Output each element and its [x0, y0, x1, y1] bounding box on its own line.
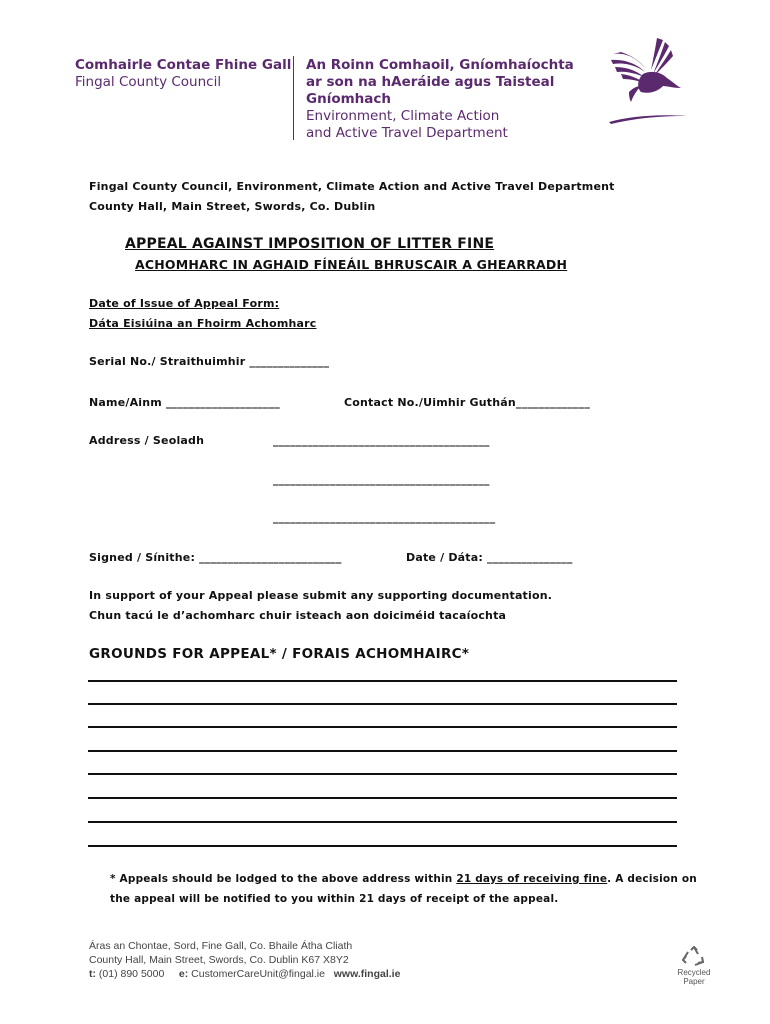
- department-irish-line-3: Gníomhach: [306, 91, 391, 107]
- serial-number-field[interactable]: Serial No./ Straithuimhir ______________: [89, 355, 330, 368]
- council-name-irish: Comhairle Contae Fhine Gall: [75, 57, 292, 73]
- grounds-line[interactable]: [88, 726, 677, 728]
- email-label: e:: [178, 968, 189, 980]
- grounds-line[interactable]: [88, 750, 677, 752]
- grounds-line[interactable]: [88, 680, 677, 682]
- date-of-issue-label: Date of Issue of Appeal Form:: [89, 297, 280, 310]
- recycle-icon: [682, 946, 706, 968]
- department-irish-line-1: An Roinn Comhaoil, Gníomhaíochta: [306, 57, 574, 73]
- address-label: Address / Seoladh: [89, 434, 205, 447]
- note-text-1: * Appeals should be lodged to the above address within: [110, 873, 457, 885]
- grounds-line[interactable]: [88, 773, 677, 775]
- support-note-english: In support of your Appeal please submit any supporting documentation.: [89, 589, 553, 602]
- grounds-line[interactable]: [88, 703, 677, 705]
- signature-field[interactable]: Signed / Sínithe: _________________________: [89, 551, 342, 564]
- footer-address-irish: Áras an Chontae, Sord, Fine Gall, Co. Bhaile Átha Cliath: [89, 940, 353, 952]
- grounds-heading: GROUNDS FOR APPEAL* / FORAIS ACHOMHAIRC*: [89, 646, 470, 662]
- phone-number: (01) 890 5000: [96, 968, 165, 980]
- grounds-line[interactable]: [88, 845, 677, 847]
- footer-address-english: County Hall, Main Street, Swords, Co. Dublin K67 X8Y2: [89, 954, 349, 966]
- sender-line-2: County Hall, Main Street, Swords, Co. Dublin: [89, 200, 376, 213]
- department-irish-line-2: ar son na hAeráide agus Taisteal: [306, 74, 555, 90]
- recycled-paper-label: Recycled Paper: [677, 968, 711, 986]
- council-name-english: Fingal County Council: [75, 74, 222, 90]
- department-english-line-1: Environment, Climate Action: [306, 108, 500, 124]
- date-field[interactable]: Date / Dáta: _______________: [406, 551, 573, 564]
- phone-label: t:: [89, 968, 96, 980]
- grounds-line[interactable]: [88, 797, 677, 799]
- form-title-english: APPEAL AGAINST IMPOSITION OF LITTER FINE: [125, 236, 495, 252]
- address-line-1[interactable]: ______________________________________: [273, 434, 490, 447]
- date-of-issue-label-irish: Dáta Eisiúina an Fhoirm Achomharc: [89, 317, 317, 330]
- name-field[interactable]: Name/Ainm ____________________: [89, 396, 280, 409]
- bird-logo-icon: [607, 34, 689, 126]
- appeal-decision-note: the appeal will be notified to you within 21 days of receipt of the appeal.: [110, 893, 559, 905]
- website-link[interactable]: www.fingal.ie: [333, 968, 401, 980]
- address-line-3[interactable]: _______________________________________: [273, 511, 496, 524]
- address-line-2[interactable]: ______________________________________: [273, 473, 490, 486]
- header-divider: [293, 56, 294, 140]
- grounds-line[interactable]: [88, 821, 677, 823]
- note-text-2: . A decision on: [607, 873, 697, 885]
- support-note-irish: Chun tacú le d’achomharc chuir isteach aon doiciméid tacaíochta: [89, 609, 507, 622]
- footer-contact: [89, 968, 400, 980]
- sender-line-1: Fingal County Council, Environment, Climate Action and Active Travel Department: [89, 180, 615, 193]
- contact-number-field[interactable]: Contact No./Uimhir Guthán_____________: [344, 396, 591, 409]
- form-title-irish: ACHOMHARC IN AGHAID FÍNEÁIL BHRUSCAIR A GHEARRADH: [135, 257, 568, 272]
- note-days: 21 days of receiving fine: [456, 873, 608, 885]
- department-english-line-2: and Active Travel Department: [306, 125, 508, 141]
- appeal-deadline-note: [110, 873, 697, 885]
- email-link[interactable]: CustomerCareUnit@fingal.ie: [188, 968, 325, 980]
